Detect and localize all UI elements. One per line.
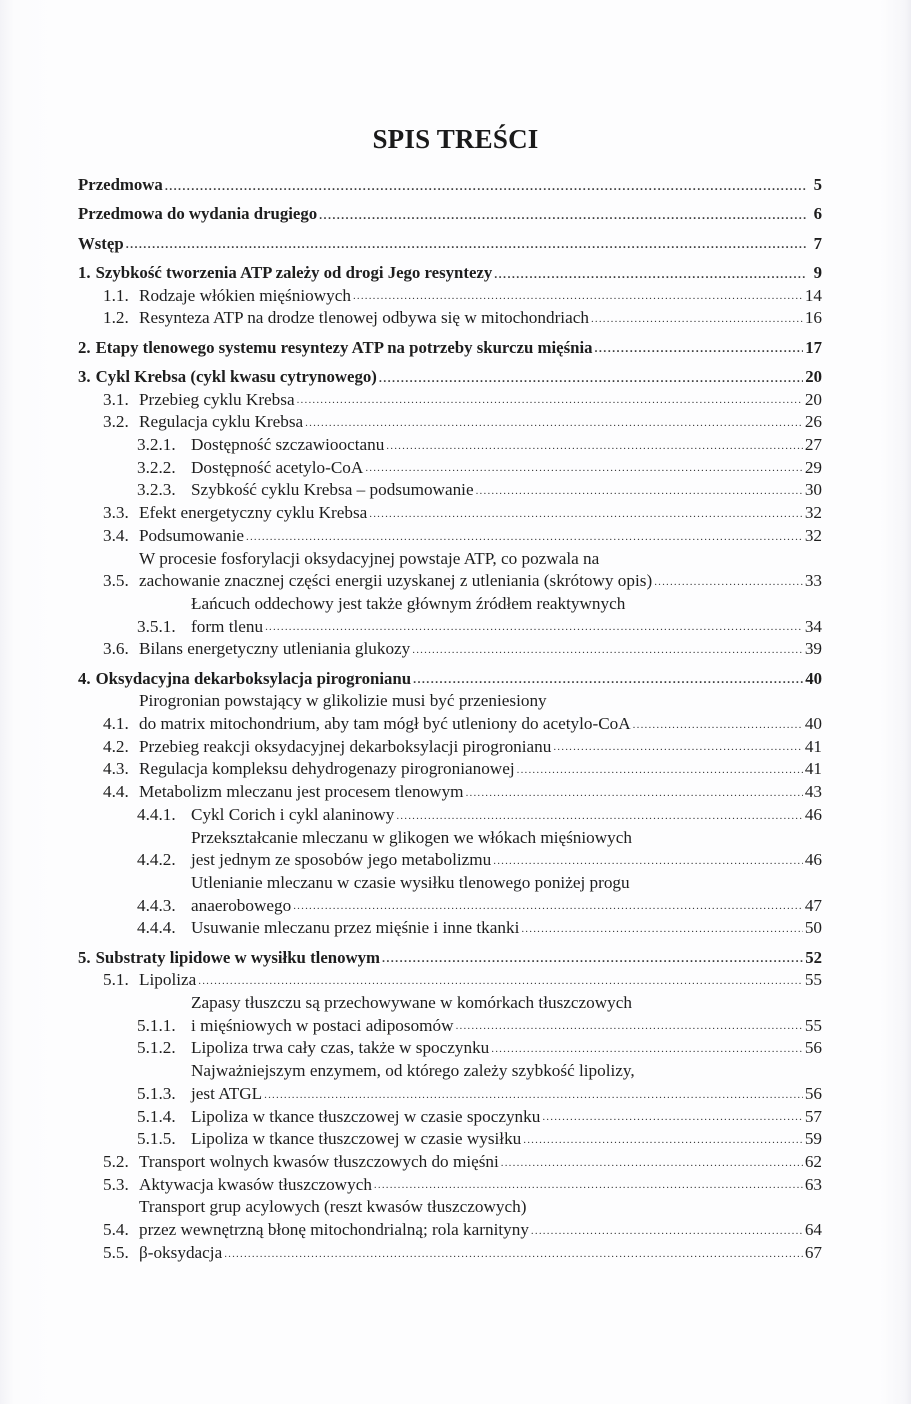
toc-entry-last-line xyxy=(139,1242,822,1265)
toc-entry-page-number: 59 xyxy=(804,1129,822,1149)
toc-entry-last-line xyxy=(96,262,822,285)
toc-entry-title-line: Regulacja kompleksu dehydrogenazy pirogronianowej xyxy=(139,759,515,779)
toc-entry-title xyxy=(139,1151,822,1174)
toc-entry-title-line: Transport wolnych kwasów tłuszczowych do mięśni xyxy=(139,1151,499,1171)
toc-entry[interactable] xyxy=(78,262,822,285)
toc-entry-title xyxy=(139,411,822,434)
toc-entry-last-line xyxy=(191,1106,822,1129)
dot-leader xyxy=(224,1243,803,1265)
toc-entry-page-number: 63 xyxy=(804,1174,822,1194)
dot-leader xyxy=(493,850,803,872)
toc-entry-page-number: 67 xyxy=(804,1242,822,1262)
toc-entry-last-line xyxy=(139,1174,822,1197)
toc-entry-title xyxy=(96,947,822,970)
toc-entry-title-line: przez wewnętrzną błonę mitochondrialną; rola karnityny xyxy=(139,1220,529,1240)
toc-entry-page-number: 40 xyxy=(804,714,822,734)
dot-leader xyxy=(494,263,806,285)
dot-leader xyxy=(501,1152,803,1174)
toc-entry-page-number: 17 xyxy=(805,337,822,357)
toc-entry-page-number: 39 xyxy=(804,639,822,659)
toc-entry-number: 3.2.3. xyxy=(137,480,176,500)
toc-entry-number: 5.5. xyxy=(103,1242,129,1262)
toc-entry-number: 4.4. xyxy=(103,782,129,802)
toc-entry-page-number: 41 xyxy=(804,736,822,756)
toc-entry[interactable] xyxy=(78,285,822,308)
toc-entry-title xyxy=(139,969,822,992)
toc-entry-title-line: Przebieg reakcji oksydacyjnej dekarboksylacji pirogronianu xyxy=(139,736,552,756)
dot-leader xyxy=(591,308,803,330)
toc-entry-number: 3.2.2. xyxy=(137,457,176,477)
toc-entry-page-number: 30 xyxy=(804,480,822,500)
toc-entry-title-line: W procesie fosforylacji oksydacyjnej powstaje ATP, co pozwala na xyxy=(139,548,600,568)
toc-entry-last-line xyxy=(78,174,822,197)
toc-entry-title xyxy=(139,758,822,781)
toc-entry-number: 1. xyxy=(78,262,91,282)
dot-leader xyxy=(476,480,803,502)
toc-entry-title-line: Metabolizm mleczanu jest procesem tlenowym xyxy=(139,782,464,802)
toc-entry-last-line xyxy=(96,947,822,970)
toc-entry-number: 1.1. xyxy=(103,285,129,305)
toc-entry-title-line: Podsumowanie xyxy=(139,525,245,545)
toc-entry[interactable] xyxy=(78,781,822,804)
dot-leader xyxy=(126,233,806,255)
dot-leader xyxy=(553,736,802,758)
toc-entry-last-line xyxy=(139,411,822,434)
toc-entry-last-line xyxy=(139,570,822,593)
toc-entry-number: 3.6. xyxy=(103,639,129,659)
toc-entry-number: 4.3. xyxy=(103,759,129,779)
toc-entry-title-line: Przekształcanie mleczanu w glikogen we włókach mięśniowych xyxy=(191,827,632,847)
toc-entry-page-number: 46 xyxy=(804,804,822,824)
toc-entry-title xyxy=(191,872,822,917)
toc-entry-title-line: Efekt energetyczny cyklu Krebsa xyxy=(139,503,368,523)
toc-entry-last-line xyxy=(96,337,822,360)
toc-entry-last-line xyxy=(78,233,822,256)
dot-leader xyxy=(654,571,803,593)
dot-leader xyxy=(456,1015,803,1037)
toc-entry-page-number: 32 xyxy=(804,525,822,545)
toc-entry-page-number: 33 xyxy=(804,571,822,591)
toc-entry[interactable] xyxy=(78,233,822,256)
toc-entry-number: 4. xyxy=(78,668,91,688)
toc-entry-number: 3.5. xyxy=(103,571,129,591)
toc-entry[interactable] xyxy=(78,593,822,638)
toc-entry-title-line: Utlenianie mleczanu w czasie wysiłku tlenowego poniżej progu xyxy=(191,872,630,892)
toc-entry-number: 5.1.2. xyxy=(137,1038,176,1058)
toc-entry-title xyxy=(139,1174,822,1197)
toc-entry-last-line xyxy=(191,434,822,457)
toc-entry-title-line: jest jednym ze sposobów jego metabolizmu xyxy=(191,850,492,870)
toc-entry[interactable] xyxy=(78,736,822,759)
toc-entry[interactable] xyxy=(78,1128,822,1151)
toc-entry-number: 5.4. xyxy=(103,1220,129,1240)
toc-entry-title-line: do matrix mitochondrium, aby tam mógł być utleniony do acetylo-CoA xyxy=(139,714,631,734)
toc-entry-number: 3.4. xyxy=(103,525,129,545)
toc-entry-number: 5.1.3. xyxy=(137,1083,176,1103)
toc-entry-number: 4.2. xyxy=(103,736,129,756)
toc-entry-title xyxy=(96,262,822,285)
toc-entry-number: 1.2. xyxy=(103,308,129,328)
toc-entry-title xyxy=(139,502,822,525)
toc-entry-page-number: 34 xyxy=(804,616,822,636)
toc-entry-title xyxy=(96,366,822,389)
dot-leader xyxy=(412,639,803,661)
toc-entry[interactable] xyxy=(78,548,822,593)
toc-entry-title-line: Regulacja cyklu Krebsa xyxy=(139,412,304,432)
toc-entry-title xyxy=(139,525,822,548)
toc-entry[interactable] xyxy=(78,366,822,389)
toc-entry-title xyxy=(139,285,822,308)
dot-leader xyxy=(413,668,803,690)
toc-entry[interactable] xyxy=(78,1106,822,1129)
toc-entry-page-number: 7 xyxy=(813,233,822,253)
dot-leader xyxy=(369,503,803,525)
toc-entry[interactable] xyxy=(78,638,822,661)
toc-entry[interactable] xyxy=(78,992,822,1037)
toc-entry[interactable] xyxy=(78,947,822,970)
dot-leader xyxy=(297,389,803,411)
toc-entry-title-line: zachowanie znacznej części energii uzyskanej z utleniania (skrótowy opis) xyxy=(139,571,653,591)
toc-entry-page-number: 9 xyxy=(813,262,822,282)
toc-entry-title xyxy=(139,781,822,804)
toc-entry-number: 3.1. xyxy=(103,389,129,409)
toc-entry[interactable] xyxy=(78,174,822,197)
toc-entry[interactable] xyxy=(78,917,822,940)
toc-entry-title xyxy=(139,1196,822,1241)
toc-entry-title-line: Substraty lipidowe w wysiłku tlenowym xyxy=(95,947,380,967)
toc-entry-page-number: 55 xyxy=(804,970,822,990)
toc-entry-title-line: jest ATGL xyxy=(191,1083,263,1103)
toc-entry-page-number: 5 xyxy=(813,175,822,194)
dot-leader xyxy=(386,435,803,457)
dot-leader xyxy=(165,175,806,197)
toc-entry-title-line: Przedmowa xyxy=(78,175,163,194)
toc-entry[interactable] xyxy=(78,1037,822,1060)
toc-entry-title-line: Oksydacyjna dekarboksylacja pirogronianu xyxy=(95,668,412,688)
toc-entry-last-line xyxy=(191,1128,822,1151)
toc-entry-title-line: Dostępność szczawiooctanu xyxy=(191,435,385,454)
toc-entry-number: 5.1.1. xyxy=(137,1015,176,1035)
toc-entry-number: 3.2. xyxy=(103,412,129,432)
toc-entry-title-line: Łańcuch oddechowy jest także głównym źródłem reaktywnych xyxy=(191,593,626,613)
toc-entry-page-number: 50 xyxy=(804,918,822,938)
toc-entry-title xyxy=(139,638,822,661)
toc-entry[interactable] xyxy=(78,1151,822,1174)
toc-entry[interactable] xyxy=(78,758,822,781)
toc-entry-page-number: 55 xyxy=(804,1015,822,1035)
toc-entry-page-number: 20 xyxy=(805,366,822,386)
dot-leader xyxy=(246,526,803,548)
toc-entry[interactable] xyxy=(78,434,822,457)
toc-entry-last-line xyxy=(139,781,822,804)
toc-entry-last-line xyxy=(191,917,822,940)
toc-entry-title-line: Wstęp xyxy=(78,233,124,253)
dot-leader xyxy=(396,805,802,827)
table-of-contents xyxy=(78,174,822,1265)
toc-entry-last-line xyxy=(96,366,822,389)
toc-entry-title-line: Dostępność acetylo-CoA xyxy=(191,457,364,477)
toc-entry[interactable] xyxy=(78,411,822,434)
toc-entry-number: 4.4.2. xyxy=(137,850,176,870)
toc-entry[interactable] xyxy=(78,1174,822,1197)
toc-entry-title xyxy=(191,1128,822,1151)
toc-entry-page-number: 47 xyxy=(804,895,822,915)
toc-entry-number: 3. xyxy=(78,366,91,386)
toc-entry-last-line xyxy=(191,895,822,918)
dot-leader xyxy=(319,204,806,226)
dot-leader xyxy=(491,1038,803,1060)
toc-entry[interactable] xyxy=(78,479,822,502)
toc-entry-title-line: Cykl Krebsa (cykl kwasu cytrynowego) xyxy=(95,366,377,386)
toc-entry-title xyxy=(191,479,822,502)
toc-entry[interactable] xyxy=(78,389,822,412)
toc-entry[interactable] xyxy=(78,969,822,992)
toc-entry[interactable] xyxy=(78,337,822,360)
toc-entry-title-line: Rodzaje włókien mięśniowych xyxy=(139,285,351,305)
toc-entry-last-line xyxy=(191,479,822,502)
toc-entry[interactable] xyxy=(78,525,822,548)
toc-entry-last-line xyxy=(139,525,822,548)
toc-entry-number: 4.4.1. xyxy=(137,804,176,824)
toc-entry-title-line: Szybkość cyklu Krebsa – podsumowanie xyxy=(191,480,474,500)
toc-entry-title-line: Cykl Corich i cykl alaninowy xyxy=(191,804,395,824)
toc-entry-title xyxy=(191,1106,822,1129)
toc-entry-number: 5. xyxy=(78,947,91,967)
toc-entry-last-line xyxy=(191,804,822,827)
toc-entry-page-number: 64 xyxy=(804,1220,822,1240)
toc-entry-page-number: 52 xyxy=(805,947,822,967)
dot-leader xyxy=(595,337,804,359)
toc-entry-last-line xyxy=(191,1015,822,1038)
toc-entry-title-line: Aktywacja kwasów tłuszczowych xyxy=(139,1174,372,1194)
toc-entry-page-number: 20 xyxy=(804,389,822,409)
toc-entry-last-line xyxy=(139,758,822,781)
toc-entry-title-line: Lipoliza w tkance tłuszczowej w czasie wysiłku xyxy=(191,1129,522,1149)
toc-entry[interactable] xyxy=(78,804,822,827)
toc-entry-last-line xyxy=(96,668,822,691)
toc-entry-title-line: Przebieg cyklu Krebsa xyxy=(139,389,295,409)
toc-entry-number: 2. xyxy=(78,337,91,357)
page-title: SPIS TREŚCI xyxy=(372,124,539,155)
toc-entry-title xyxy=(191,434,822,457)
dot-leader xyxy=(264,1084,803,1106)
dot-leader xyxy=(353,285,803,307)
toc-entry-title xyxy=(139,1242,822,1265)
toc-entry-last-line xyxy=(139,1219,822,1242)
toc-entry-title xyxy=(139,690,822,735)
toc-entry-title xyxy=(78,233,822,256)
toc-entry-title xyxy=(191,593,822,638)
toc-entry-title xyxy=(191,804,822,827)
toc-entry-number: 5.3. xyxy=(103,1174,129,1194)
toc-entry-last-line xyxy=(139,285,822,308)
toc-entry-title-line: Etapy tlenowego systemu resyntezy ATP na potrzeby skurczu mięśnia xyxy=(95,337,593,357)
toc-entry-page-number: 41 xyxy=(804,759,822,779)
toc-entry-title-line: Szybkość tworzenia ATP zależy od drogi Jego resyntezy xyxy=(95,262,493,282)
toc-entry[interactable] xyxy=(78,1242,822,1265)
dot-leader xyxy=(265,616,803,638)
toc-entry-title xyxy=(78,203,822,226)
toc-entry[interactable] xyxy=(78,307,822,330)
dot-leader xyxy=(382,947,803,969)
toc-entry[interactable] xyxy=(78,457,822,480)
toc-entry-number: 3.5.1. xyxy=(137,616,176,636)
toc-entry-title-line: form tlenu xyxy=(191,616,264,636)
toc-entry-title-line: Lipoliza trwa cały czas, także w spoczynku xyxy=(191,1038,490,1058)
toc-entry[interactable] xyxy=(78,203,822,226)
toc-entry-page-number: 56 xyxy=(804,1083,822,1103)
toc-entry-title xyxy=(191,1060,822,1105)
toc-entry-title xyxy=(96,337,822,360)
toc-entry[interactable] xyxy=(78,872,822,917)
toc-entry-last-line xyxy=(139,502,822,525)
toc-entry-title xyxy=(191,1037,822,1060)
toc-entry-number: 3.3. xyxy=(103,503,129,523)
toc-entry-last-line xyxy=(191,1083,822,1106)
toc-entry-page-number: 46 xyxy=(804,850,822,870)
toc-entry-last-line xyxy=(78,203,822,226)
dot-leader xyxy=(379,367,803,389)
toc-entry-page-number: 40 xyxy=(805,668,822,688)
dot-leader xyxy=(633,714,803,736)
toc-entry-title xyxy=(78,174,822,197)
toc-entry-number: 4.4.3. xyxy=(137,895,176,915)
dot-leader xyxy=(293,895,803,917)
toc-entry[interactable] xyxy=(78,1060,822,1105)
dot-leader xyxy=(365,457,803,479)
toc-entry-title xyxy=(139,548,822,593)
toc-entry-title-line: β-oksydacja xyxy=(139,1242,223,1262)
dot-leader xyxy=(542,1106,802,1128)
toc-entry-page-number: 14 xyxy=(804,285,822,305)
toc-entry-last-line xyxy=(139,307,822,330)
toc-entry-title-line: anaerobowego xyxy=(191,895,292,915)
dot-leader xyxy=(531,1220,803,1242)
toc-entry[interactable] xyxy=(78,1196,822,1241)
toc-entry-number: 3.2.1. xyxy=(137,435,176,454)
dot-leader xyxy=(521,918,802,940)
toc-entry-page-number: 6 xyxy=(813,204,822,224)
toc-entry-title-line: Najważniejszym enzymem, od którego zależy szybkość lipolizy, xyxy=(191,1061,635,1081)
dot-leader xyxy=(517,759,803,781)
toc-entry-title xyxy=(139,736,822,759)
toc-entry-page-number: 32 xyxy=(804,503,822,523)
toc-entry-number: 5.1. xyxy=(103,970,129,990)
toc-entry-last-line xyxy=(191,457,822,480)
toc-entry-page-number: 26 xyxy=(804,412,822,432)
toc-entry-title-line: Transport grup acylowych (reszt kwasów tłuszczowych) xyxy=(139,1197,527,1217)
toc-entry-title xyxy=(139,389,822,412)
toc-entry-last-line xyxy=(191,849,822,872)
toc-entry-title xyxy=(191,827,822,872)
toc-entry[interactable] xyxy=(78,827,822,872)
dot-leader xyxy=(305,412,803,434)
toc-entry-last-line xyxy=(139,969,822,992)
toc-entry-last-line xyxy=(139,736,822,759)
toc-entry-title xyxy=(191,992,822,1037)
toc-entry-last-line xyxy=(139,713,822,736)
dot-leader xyxy=(466,782,803,804)
toc-entry-title-line: Usuwanie mleczanu przez mięśnie i inne tkanki xyxy=(191,918,520,938)
toc-entry-last-line xyxy=(139,1151,822,1174)
toc-entry-number: 5.1.4. xyxy=(137,1106,176,1126)
toc-entry-title xyxy=(191,457,822,480)
toc-entry-page-number: 29 xyxy=(804,457,822,477)
toc-entry-page-number: 56 xyxy=(804,1038,822,1058)
toc-entry-page-number: 16 xyxy=(804,308,822,328)
toc-entry-title xyxy=(139,307,822,330)
toc-entry-page-number: 62 xyxy=(804,1151,822,1171)
toc-entry-last-line xyxy=(139,638,822,661)
dot-leader xyxy=(523,1129,803,1151)
toc-entry-title-line: Bilans energetyczny utleniania glukozy xyxy=(139,639,411,659)
toc-entry-number: 4.4.4. xyxy=(137,918,176,938)
toc-entry-title-line: Przedmowa do wydania drugiego xyxy=(78,204,318,224)
toc-entry-number: 4.1. xyxy=(103,714,129,734)
toc-entry-title xyxy=(191,917,822,940)
toc-entry-last-line xyxy=(139,389,822,412)
toc-entry-page-number: 27 xyxy=(804,435,822,454)
toc-entry-number: 5.2. xyxy=(103,1151,129,1171)
toc-entry-title-line: Lipoliza xyxy=(139,970,197,990)
toc-entry-title-line: Pirogronian powstający w glikolizie musi być przeniesiony xyxy=(139,691,547,711)
toc-entry-title xyxy=(96,668,822,691)
toc-entry-page-number: 57 xyxy=(804,1106,822,1126)
toc-entry-page-number: 43 xyxy=(804,782,822,802)
toc-entry[interactable] xyxy=(78,668,822,691)
dot-leader xyxy=(374,1174,803,1196)
toc-entry-number: 5.1.5. xyxy=(137,1129,176,1149)
toc-entry-last-line xyxy=(191,1037,822,1060)
toc-entry-title-line: i mięśniowych w postaci adiposomów xyxy=(191,1015,454,1035)
toc-entry[interactable] xyxy=(78,690,822,735)
toc-entry-title-line: Lipoliza w tkance tłuszczowej w czasie spoczynku xyxy=(191,1106,541,1126)
toc-entry-last-line xyxy=(191,616,822,639)
toc-entry-title-line: Resynteza ATP na drodze tlenowej odbywa się w mitochondriach xyxy=(139,308,589,328)
toc-entry[interactable] xyxy=(78,502,822,525)
dot-leader xyxy=(198,970,803,992)
toc-entry-title-line: Zapasy tłuszczu są przechowywane w komórkach tłuszczowych xyxy=(191,993,632,1013)
